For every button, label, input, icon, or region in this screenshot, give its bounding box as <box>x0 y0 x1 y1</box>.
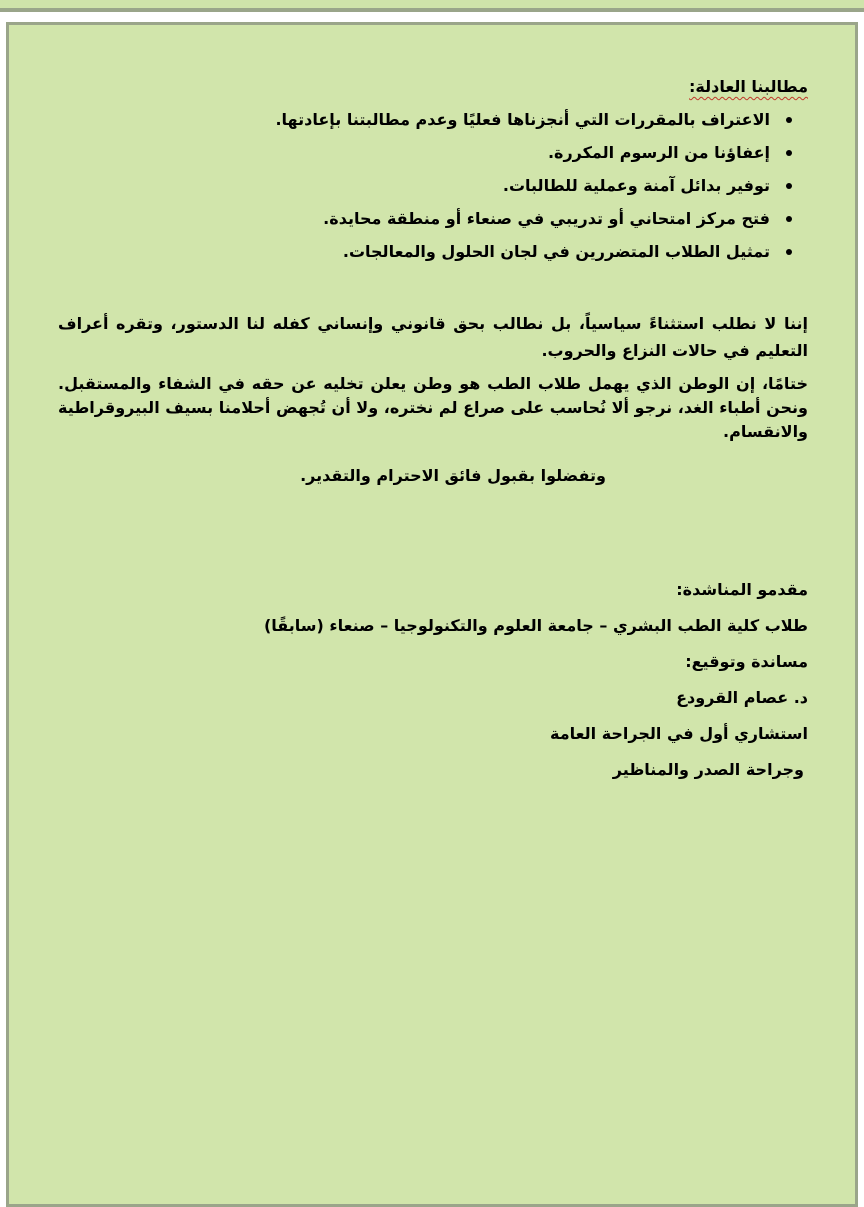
presenters-label: مقدمو المناشدة: <box>676 580 808 599</box>
presenters-name: طلاب كلية الطب البشري – جامعة العلوم والتكنولوجيا – صنعاء (سابقًا) <box>263 616 808 635</box>
doctor-name: د. عصام القرودع <box>676 688 808 707</box>
document-content <box>58 75 808 794</box>
previous-page-edge <box>0 0 864 12</box>
list-item: فتح مركز امتحاني أو تدريبي في صنعاء أو منطقة محايدة. <box>58 206 770 231</box>
support-label: مساندة وتوقيع: <box>685 652 808 671</box>
list-item: تمثيل الطلاب المتضررين في لجان الحلول والمعالجات. <box>58 239 770 264</box>
list-item: توفير بدائل آمنة وعملية للطالبات. <box>58 173 770 198</box>
conclusion-paragraph: ختامًا، إن الوطن الذي يهمل طلاب الطب هو وطن يعلن تخليه عن حقه في الشفاء والمستقبل. ونحن أطباء الغد، نرجو ألا نُحاسب على صراع لم نختره، ولا أن تُجهض أحلامنا بسيف البيروقراطية والانقسام. <box>58 374 808 441</box>
closing-line: وتفضلوا بقبول فائق الاحترام والتقدير. <box>300 466 606 485</box>
document-page <box>6 22 858 1207</box>
list-item: إعفاؤنا من الرسوم المكررة. <box>58 140 770 165</box>
list-item: الاعتراف بالمقررات التي أنجزناها فعليًا وعدم مطالبتنا بإعادتها. <box>58 107 770 132</box>
demands-list <box>58 107 808 264</box>
doctor-title: استشاري أول في الجراحة العامة <box>549 724 808 743</box>
demands-heading: مطالبنا العادلة: <box>689 77 808 96</box>
signature-block <box>58 578 808 782</box>
doctor-specialty: وجراحة الصدر والمناظير <box>612 760 804 779</box>
legal-right-paragraph: إننا لا نطلب استثناءً سياسياً، بل نطالب بحق قانوني وإنساني كفله لنا الدستور، وتقره أعراف التعليم في حالات النزاع والحروب. <box>58 314 808 360</box>
